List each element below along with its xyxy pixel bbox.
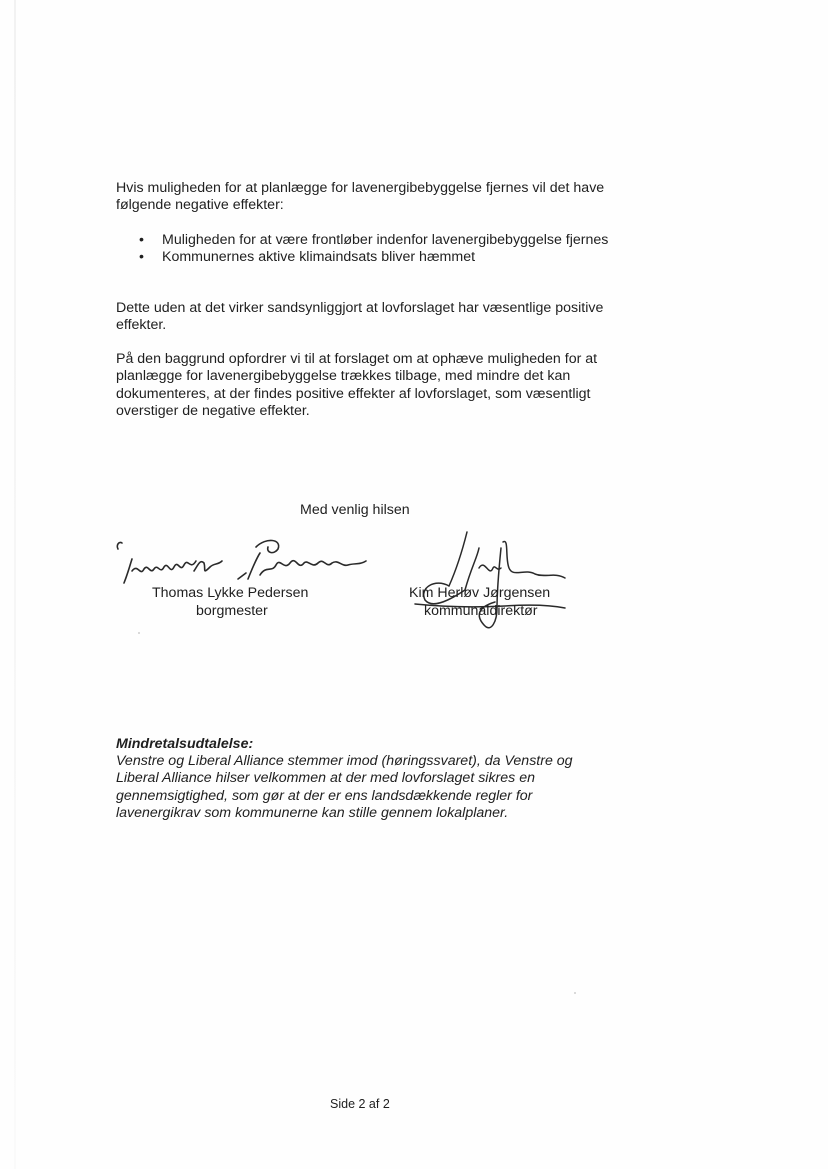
signatory-right-title: kommunaldirektør [424,603,538,619]
bullet-list [116,232,616,267]
paragraph-effects: Dette uden at det virker sandsynliggjort at lovforslaget har væsentlige positive effekter. [116,300,604,334]
scan-speck [138,632,140,634]
bullet-text: Muligheden for at være frontløber indenfor lavenergibebyggelse fjernes [162,232,609,248]
closing-greeting: Med venlig hilsen [300,502,410,518]
bullet-icon: • [139,232,144,248]
minority-heading: Mindretalsudtalelse: [116,736,254,752]
scan-edge-shadow [14,0,16,1169]
bullet-item [116,232,616,249]
page-number-footer: Side 2 af 2 [330,1097,390,1111]
paragraph-intro: Hvis muligheden for at planlægge for lavenergibebyggelse fjernes vil det have følgende negative effekter: [116,180,605,214]
signatory-left-title: borgmester [196,603,268,619]
scan-speck [574,992,576,994]
bullet-text: Kommunernes aktive klimaindsats bliver hæmmet [162,249,476,266]
minority-statement: Venstre og Liberal Alliance stemmer imod (høringssvaret), da Venstre og Liberal Alliance hilser velkommen at der med lovforslaget sikres en gennemsigtighed, som gør at der er ens landsdækkende regler for lavenergikrav som kommunerne kan stille gennem lokalplaner. [116,753,573,821]
bullet-item [116,249,616,266]
bullet-icon: • [139,249,144,266]
signatory-right-name: Kim Herløv Jørgensen [409,585,551,601]
signatory-left-name: Thomas Lykke Pedersen [152,585,309,601]
paragraph-request: På den baggrund opfordrer vi til at forslaget om at ophæve muligheden for at planlægge for lavenergibebyggelse trækkes tilbage, med mindre det kan dokumenteres, at der findes positive effekter af lovforslaget, som væsentligt overstiger de negative effekter. [116,351,598,419]
